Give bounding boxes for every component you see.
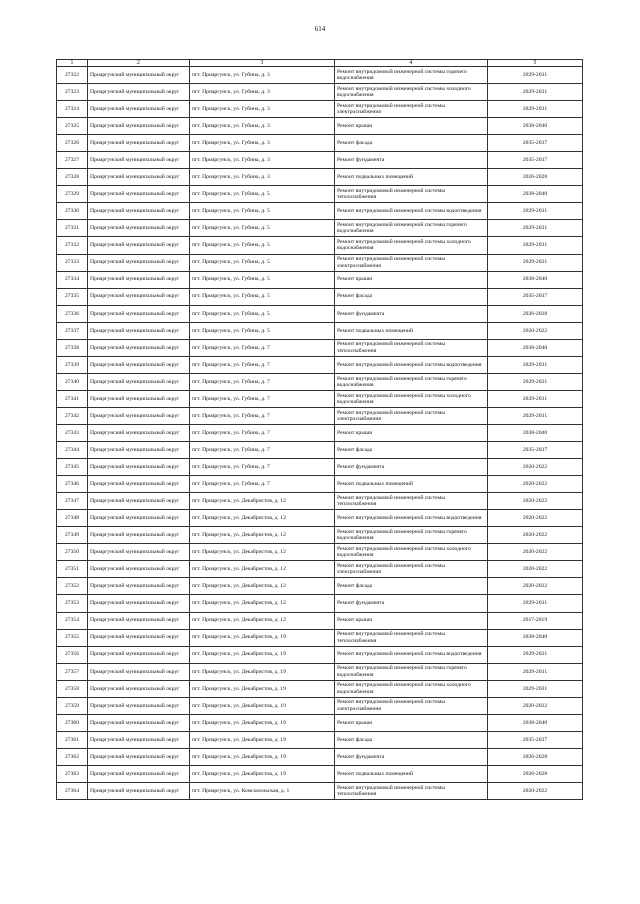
municipality-cell: Приаргунский муниципальный округ [88, 305, 190, 322]
municipality-cell: Приаргунский муниципальный округ [88, 84, 190, 101]
period-cell: 2020-2022 [488, 544, 583, 561]
address-cell: пгт. Приаргунск, ул. Декабристов, д. 19 [190, 629, 335, 646]
address-cell: пгт. Приаргунск, ул. Губина, д. 7 [190, 442, 335, 459]
table-header [57, 60, 583, 67]
table-row [57, 305, 583, 322]
period-cell: 2020-2022 [488, 697, 583, 714]
period-cell: 2020-2022 [488, 322, 583, 339]
row-number: 27360 [57, 714, 88, 731]
address-cell: пгт. Приаргунск, ул. Губина, д. 3 [190, 67, 335, 84]
work-type-cell: Ремонт внутридомовой инженерной системы холодного водоснабжения [335, 390, 488, 407]
address-cell: пгт. Приаргунск, ул. Губина, д. 7 [190, 339, 335, 356]
municipality-cell: Приаргунский муниципальный округ [88, 782, 190, 799]
work-type-cell: Ремонт внутридомовой инженерной системы горячего водоснабжения [335, 67, 488, 84]
row-number: 27354 [57, 612, 88, 629]
address-cell: пгт. Приаргунск, ул. Декабристов, д. 19 [190, 748, 335, 765]
work-type-cell: Ремонт внутридомовой инженерной системы горячего водоснабжения [335, 373, 488, 390]
address-cell: пгт. Приаргунск, ул. Губина, д. 3 [190, 101, 335, 118]
row-number: 27322 [57, 67, 88, 84]
table-row [57, 424, 583, 441]
address-cell: пгт. Приаргунск, ул. Декабристов, д. 19 [190, 663, 335, 680]
municipality-cell: Приаргунский муниципальный округ [88, 237, 190, 254]
period-cell: 2035-2037 [488, 731, 583, 748]
period-cell: 2026-2028 [488, 305, 583, 322]
municipality-cell: Приаргунский муниципальный округ [88, 339, 190, 356]
address-cell: пгт. Приаргунск, ул. Губина, д. 5 [190, 322, 335, 339]
address-cell: пгт. Приаргунск, ул. Губина, д. 7 [190, 424, 335, 441]
work-type-cell: Ремонт фундамента [335, 748, 488, 765]
address-cell: пгт. Приаргунск, ул. Декабристов, д. 12 [190, 612, 335, 629]
work-type-cell: Ремонт внутридомовой инженерной системы теплоснабжения [335, 493, 488, 510]
table-row [57, 493, 583, 510]
period-cell: 2029-2031 [488, 67, 583, 84]
table-row [57, 510, 583, 527]
address-cell: пгт. Приаргунск, ул. Декабристов, д. 12 [190, 527, 335, 544]
row-number: 27364 [57, 782, 88, 799]
table-row [57, 67, 583, 84]
municipality-cell: Приаргунский муниципальный округ [88, 152, 190, 169]
table-row [57, 459, 583, 476]
period-cell: 2035-2037 [488, 152, 583, 169]
period-cell: 2026-2028 [488, 748, 583, 765]
period-cell: 2026-2028 [488, 169, 583, 186]
row-number: 27342 [57, 407, 88, 424]
work-type-cell: Ремонт фундамента [335, 595, 488, 612]
period-cell: 2020-2022 [488, 476, 583, 493]
table-row [57, 731, 583, 748]
municipality-cell: Приаргунский муниципальный округ [88, 578, 190, 595]
address-cell: пгт. Приаргунск, ул. Губина, д. 5 [190, 237, 335, 254]
work-type-cell: Ремонт внутридомовой инженерной системы холодного водоснабжения [335, 237, 488, 254]
address-cell: пгт. Приаргунск, ул. Губина, д. 3 [190, 152, 335, 169]
table-row [57, 373, 583, 390]
municipality-cell: Приаргунский муниципальный округ [88, 101, 190, 118]
work-type-cell: Ремонт крыши [335, 612, 488, 629]
work-type-cell: Ремонт внутридомовой инженерной системы холодного водоснабжения [335, 84, 488, 101]
row-number: 27333 [57, 254, 88, 271]
row-number: 27336 [57, 305, 88, 322]
row-number: 27343 [57, 424, 88, 441]
row-number: 27362 [57, 748, 88, 765]
period-cell: 2020-2022 [488, 510, 583, 527]
row-number: 27341 [57, 390, 88, 407]
work-type-cell: Ремонт внутридомовой инженерной системы электроснабжения [335, 407, 488, 424]
address-cell: пгт. Приаргунск, ул. Декабристов, д. 12 [190, 510, 335, 527]
row-number: 27329 [57, 186, 88, 203]
table-row [57, 612, 583, 629]
row-number: 27334 [57, 271, 88, 288]
row-number: 27331 [57, 220, 88, 237]
period-cell: 2029-2031 [488, 663, 583, 680]
table-row [57, 339, 583, 356]
work-type-cell: Ремонт крыши [335, 118, 488, 135]
work-type-cell: Ремонт внутридомовой инженерной системы теплоснабжения [335, 782, 488, 799]
address-cell: пгт. Приаргунск, ул. Губина, д. 5 [190, 186, 335, 203]
address-cell: пгт. Приаргунск, ул. Декабристов, д. 19 [190, 646, 335, 663]
period-cell: 2029-2031 [488, 646, 583, 663]
period-cell: 2038-2040 [488, 118, 583, 135]
address-cell: пгт. Приаргунск, ул. Губина, д. 7 [190, 356, 335, 373]
address-cell: пгт. Приаргунск, ул. Декабристов, д. 19 [190, 680, 335, 697]
table-row [57, 322, 583, 339]
address-cell: пгт. Приаргунск, ул. Губина, д. 7 [190, 373, 335, 390]
municipality-cell: Приаргунский муниципальный округ [88, 714, 190, 731]
table-row [57, 595, 583, 612]
work-type-cell: Ремонт внутридомовой инженерной системы теплоснабжения [335, 629, 488, 646]
table-row [57, 578, 583, 595]
municipality-cell: Приаргунский муниципальный округ [88, 646, 190, 663]
period-cell: 2020-2022 [488, 527, 583, 544]
work-type-cell: Ремонт подвальных помещений [335, 322, 488, 339]
work-type-cell: Ремонт фундамента [335, 305, 488, 322]
address-cell: пгт. Приаргунск, ул. Губина, д. 5 [190, 271, 335, 288]
work-type-cell: Ремонт внутридомовой инженерной системы горячего водоснабжения [335, 220, 488, 237]
work-type-cell: Ремонт внутридомовой инженерной системы горячего водоснабжения [335, 527, 488, 544]
period-cell: 2029-2031 [488, 220, 583, 237]
table-row [57, 169, 583, 186]
table-row [57, 527, 583, 544]
period-cell: 2029-2031 [488, 356, 583, 373]
table-row [57, 152, 583, 169]
municipality-cell: Приаргунский муниципальный округ [88, 697, 190, 714]
row-number: 27335 [57, 288, 88, 305]
municipality-cell: Приаргунский муниципальный округ [88, 118, 190, 135]
address-cell: пгт. Приаргунск, ул. Губина, д. 3 [190, 169, 335, 186]
period-cell: 2038-2040 [488, 271, 583, 288]
address-cell: пгт. Приаргунск, ул. Декабристов, д. 19 [190, 731, 335, 748]
municipality-cell: Приаргунский муниципальный округ [88, 476, 190, 493]
address-cell: пгт. Приаргунск, ул. Губина, д. 5 [190, 220, 335, 237]
row-number: 27351 [57, 561, 88, 578]
address-cell: пгт. Приаргунск, ул. Губина, д. 7 [190, 407, 335, 424]
address-cell: пгт. Приаргунск, ул. Губина, д. 3 [190, 84, 335, 101]
row-number: 27352 [57, 578, 88, 595]
work-type-cell: Ремонт внутридомовой инженерной системы электроснабжения [335, 101, 488, 118]
table-row [57, 288, 583, 305]
address-cell: пгт. Приаргунск, ул. Декабристов, д. 12 [190, 493, 335, 510]
header-col-4: 4 [335, 60, 488, 67]
header-col-3: 3 [190, 60, 335, 67]
row-number: 27353 [57, 595, 88, 612]
municipality-cell: Приаргунский муниципальный округ [88, 220, 190, 237]
row-number: 27346 [57, 476, 88, 493]
period-cell: 2029-2031 [488, 407, 583, 424]
row-number: 27350 [57, 544, 88, 561]
capital-repair-table [56, 59, 583, 800]
table-row [57, 697, 583, 714]
table-row [57, 544, 583, 561]
row-number: 27327 [57, 152, 88, 169]
table-row [57, 561, 583, 578]
table-row [57, 84, 583, 101]
period-cell: 2038-2040 [488, 424, 583, 441]
address-cell: пгт. Приаргунск, ул. Губина, д. 5 [190, 254, 335, 271]
work-type-cell: Ремонт фундамента [335, 459, 488, 476]
work-type-cell: Ремонт внутридомовой инженерной системы водоотведения [335, 203, 488, 220]
work-type-cell: Ремонт внутридомовой инженерной системы теплоснабжения [335, 339, 488, 356]
row-number: 27363 [57, 765, 88, 782]
address-cell: пгт. Приаргунск, ул. Декабристов, д. 12 [190, 561, 335, 578]
period-cell: 2038-2040 [488, 629, 583, 646]
period-cell: 2035-2037 [488, 135, 583, 152]
address-cell: пгт. Приаргунск, ул. Комсомольская, д. 1 [190, 782, 335, 799]
row-number: 27328 [57, 169, 88, 186]
period-cell: 2020-2022 [488, 561, 583, 578]
table-row [57, 101, 583, 118]
address-cell: пгт. Приаргунск, ул. Губина, д. 3 [190, 118, 335, 135]
table-row [57, 135, 583, 152]
period-cell: 2026-2028 [488, 765, 583, 782]
row-number: 27340 [57, 373, 88, 390]
period-cell: 2035-2037 [488, 442, 583, 459]
work-type-cell: Ремонт подвальных помещений [335, 476, 488, 493]
table-row [57, 765, 583, 782]
row-number: 27325 [57, 118, 88, 135]
table-row [57, 390, 583, 407]
table-row [57, 186, 583, 203]
municipality-cell: Приаргунский муниципальный округ [88, 459, 190, 476]
municipality-cell: Приаргунский муниципальный округ [88, 203, 190, 220]
municipality-cell: Приаргунский муниципальный округ [88, 390, 190, 407]
work-type-cell: Ремонт внутридомовой инженерной системы холодного водоснабжения [335, 544, 488, 561]
header-row [57, 60, 583, 67]
row-number: 27344 [57, 442, 88, 459]
municipality-cell: Приаргунский муниципальный округ [88, 595, 190, 612]
address-cell: пгт. Приаргунск, ул. Губина, д. 3 [190, 135, 335, 152]
row-number: 27338 [57, 339, 88, 356]
municipality-cell: Приаргунский муниципальный округ [88, 731, 190, 748]
municipality-cell: Приаргунский муниципальный округ [88, 680, 190, 697]
address-cell: пгт. Приаргунск, ул. Губина, д. 7 [190, 390, 335, 407]
work-type-cell: Ремонт крыши [335, 714, 488, 731]
period-cell: 2029-2031 [488, 595, 583, 612]
row-number: 27356 [57, 646, 88, 663]
period-cell: 2029-2031 [488, 237, 583, 254]
period-cell: 2017-2019 [488, 612, 583, 629]
period-cell: 2029-2031 [488, 254, 583, 271]
table-row [57, 748, 583, 765]
municipality-cell: Приаргунский муниципальный округ [88, 169, 190, 186]
work-type-cell: Ремонт внутридомовой инженерной системы холодного водоснабжения [335, 680, 488, 697]
table-row [57, 442, 583, 459]
period-cell: 2029-2031 [488, 373, 583, 390]
work-type-cell: Ремонт внутридомовой инженерной системы горячего водоснабжения [335, 663, 488, 680]
work-type-cell: Ремонт подвальных помещений [335, 169, 488, 186]
municipality-cell: Приаргунский муниципальный округ [88, 442, 190, 459]
municipality-cell: Приаргунский муниципальный округ [88, 407, 190, 424]
row-number: 27361 [57, 731, 88, 748]
table-row [57, 237, 583, 254]
table-row [57, 629, 583, 646]
page-number: 614 [314, 25, 326, 33]
table-row [57, 220, 583, 237]
row-number: 27348 [57, 510, 88, 527]
work-type-cell: Ремонт крыши [335, 424, 488, 441]
row-number: 27349 [57, 527, 88, 544]
address-cell: пгт. Приаргунск, ул. Декабристов, д. 12 [190, 544, 335, 561]
row-number: 27347 [57, 493, 88, 510]
municipality-cell: Приаргунский муниципальный округ [88, 663, 190, 680]
header-col-5: 5 [488, 60, 583, 67]
municipality-cell: Приаргунский муниципальный округ [88, 373, 190, 390]
period-cell: 2038-2040 [488, 714, 583, 731]
row-number: 27345 [57, 459, 88, 476]
row-number: 27337 [57, 322, 88, 339]
period-cell: 2020-2022 [488, 493, 583, 510]
address-cell: пгт. Приаргунск, ул. Декабристов, д. 12 [190, 578, 335, 595]
municipality-cell: Приаргунский муниципальный округ [88, 765, 190, 782]
municipality-cell: Приаргунский муниципальный округ [88, 561, 190, 578]
municipality-cell: Приаргунский муниципальный округ [88, 288, 190, 305]
table-row [57, 203, 583, 220]
work-type-cell: Ремонт внутридомовой инженерной системы водоотведения [335, 510, 488, 527]
table-row [57, 254, 583, 271]
period-cell: 2029-2031 [488, 390, 583, 407]
row-number: 27339 [57, 356, 88, 373]
row-number: 27330 [57, 203, 88, 220]
municipality-cell: Приаргунский муниципальный округ [88, 271, 190, 288]
address-cell: пгт. Приаргунск, ул. Губина, д. 5 [190, 203, 335, 220]
work-type-cell: Ремонт подвальных помещений [335, 765, 488, 782]
work-type-cell: Ремонт крыши [335, 271, 488, 288]
work-type-cell: Ремонт внутридомовой инженерной системы электроснабжения [335, 561, 488, 578]
municipality-cell: Приаргунский муниципальный округ [88, 186, 190, 203]
row-number: 27358 [57, 680, 88, 697]
address-cell: пгт. Приаргунск, ул. Губина, д. 7 [190, 459, 335, 476]
work-type-cell: Ремонт фасада [335, 288, 488, 305]
row-number: 27326 [57, 135, 88, 152]
row-number: 27355 [57, 629, 88, 646]
period-cell: 2029-2031 [488, 203, 583, 220]
municipality-cell: Приаргунский муниципальный округ [88, 135, 190, 152]
address-cell: пгт. Приаргунск, ул. Декабристов, д. 19 [190, 697, 335, 714]
table-row [57, 646, 583, 663]
table-row [57, 663, 583, 680]
period-cell: 2035-2037 [488, 288, 583, 305]
period-cell: 2020-2022 [488, 782, 583, 799]
municipality-cell: Приаргунский муниципальный округ [88, 748, 190, 765]
municipality-cell: Приаргунский муниципальный округ [88, 527, 190, 544]
work-type-cell: Ремонт внутридомовой инженерной системы электроснабжения [335, 697, 488, 714]
period-cell: 2029-2031 [488, 101, 583, 118]
table-row [57, 476, 583, 493]
table-row [57, 118, 583, 135]
table-row [57, 407, 583, 424]
row-number: 27324 [57, 101, 88, 118]
work-type-cell: Ремонт фасада [335, 731, 488, 748]
municipality-cell: Приаргунский муниципальный округ [88, 510, 190, 527]
row-number: 27357 [57, 663, 88, 680]
period-cell: 2020-2022 [488, 459, 583, 476]
work-type-cell: Ремонт фасада [335, 442, 488, 459]
address-cell: пгт. Приаргунск, ул. Декабристов, д. 19 [190, 765, 335, 782]
table-row [57, 356, 583, 373]
address-cell: пгт. Приаргунск, ул. Губина, д. 5 [190, 305, 335, 322]
period-cell: 2029-2031 [488, 84, 583, 101]
municipality-cell: Приаргунский муниципальный округ [88, 544, 190, 561]
header-col-1: 1 [57, 60, 88, 67]
address-cell: пгт. Приаргунск, ул. Губина, д. 7 [190, 476, 335, 493]
address-cell: пгт. Приаргунск, ул. Декабристов, д. 12 [190, 595, 335, 612]
address-cell: пгт. Приаргунск, ул. Декабристов, д. 19 [190, 714, 335, 731]
table-body [57, 67, 583, 800]
work-type-cell: Ремонт внутридомовой инженерной системы водоотведения [335, 356, 488, 373]
header-col-2: 2 [88, 60, 190, 67]
address-cell: пгт. Приаргунск, ул. Губина, д. 5 [190, 288, 335, 305]
table-row [57, 714, 583, 731]
work-type-cell: Ремонт внутридомовой инженерной системы теплоснабжения [335, 186, 488, 203]
municipality-cell: Приаргунский муниципальный округ [88, 322, 190, 339]
work-type-cell: Ремонт внутридомовой инженерной системы электроснабжения [335, 254, 488, 271]
municipality-cell: Приаргунский муниципальный округ [88, 254, 190, 271]
table-row [57, 271, 583, 288]
work-type-cell: Ремонт фасада [335, 578, 488, 595]
table-row [57, 680, 583, 697]
row-number: 27359 [57, 697, 88, 714]
municipality-cell: Приаргунский муниципальный округ [88, 424, 190, 441]
municipality-cell: Приаргунский муниципальный округ [88, 612, 190, 629]
row-number: 27332 [57, 237, 88, 254]
municipality-cell: Приаргунский муниципальный округ [88, 629, 190, 646]
period-cell: 2029-2031 [488, 680, 583, 697]
row-number: 27323 [57, 84, 88, 101]
work-type-cell: Ремонт внутридомовой инженерной системы водоотведения [335, 646, 488, 663]
period-cell: 2038-2040 [488, 186, 583, 203]
work-type-cell: Ремонт фасада [335, 135, 488, 152]
period-cell: 2038-2040 [488, 339, 583, 356]
municipality-cell: Приаргунский муниципальный округ [88, 356, 190, 373]
municipality-cell: Приаргунский муниципальный округ [88, 493, 190, 510]
municipality-cell: Приаргунский муниципальный округ [88, 67, 190, 84]
period-cell: 2020-2022 [488, 578, 583, 595]
work-type-cell: Ремонт фундамента [335, 152, 488, 169]
table-row [57, 782, 583, 799]
